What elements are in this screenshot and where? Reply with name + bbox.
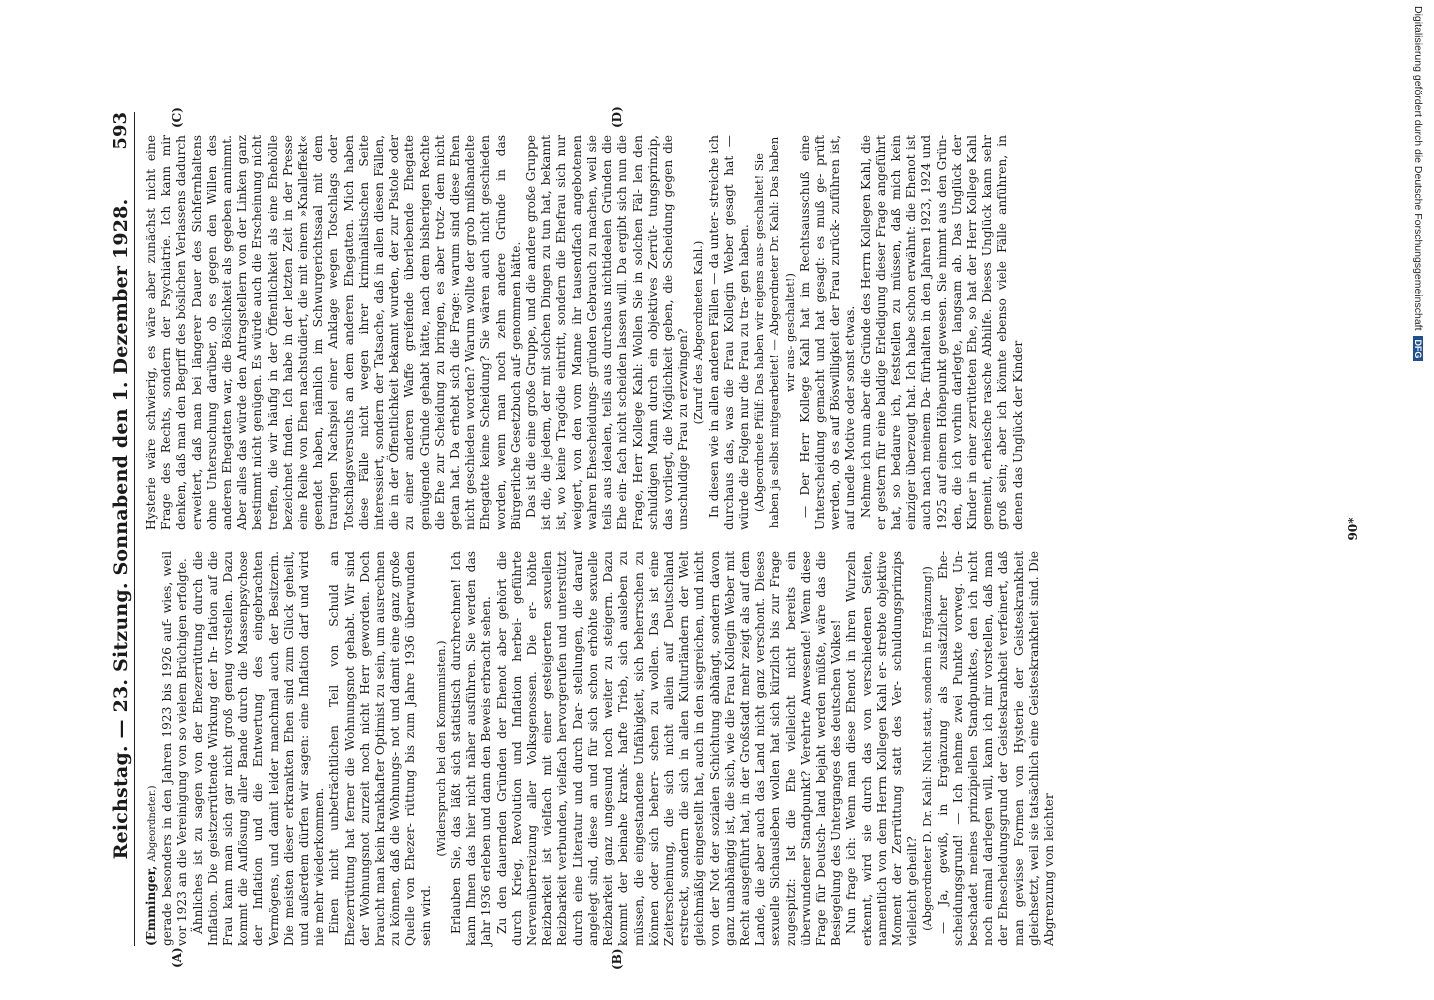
paragraph: Erlauben Sie, das läßt sich statistisch durchrechnen! Ich kann Ihnen das hier nicht näher ausführen. Sie werden das Jahr 1936 erleben und dann den Beweis erbracht sehen. <box>449 551 494 946</box>
page-header <box>110 112 135 946</box>
paragraph: Ähnliches ist zu sagen von der Ehezerrüttung durch die Inflation. Die geistzerrüttende Wirkung der In- flation auf die Frau kann man sich gar nicht groß genug vorstellen. Dazu kommt die Auflösung aller Bande durch die Massenpsychose der Inflation und die Entwertung des eingebrachten Vermögens, und damit leider manchmal auch der Besitzerin. Die meisten dieser erkrankten Ehen sind zum Glück geheilt, und außerdem dürfen wir sagen: eine Inflation darf und wird nie mehr wiederkommen. <box>190 551 327 946</box>
paragraph: gerade besonders in den Jahren 1923 bis 1926 auf- wies, weil vor 1923 an die Vereinigung von so vielem Brüchigen erfolgte. <box>160 551 190 946</box>
page-number: 593 <box>110 112 131 150</box>
margin-marker-c: (C) <box>170 107 184 128</box>
signature-mark: 90* <box>1346 517 1360 541</box>
margin-marker-a: (A) <box>170 947 184 968</box>
header-title: Reichstag. — 23. Sitzung. Sonnabend den 1. Dezember 1928. <box>110 198 132 860</box>
margin-marker-d: (D) <box>610 106 624 128</box>
paragraph: In diesen wie in allen anderen Fällen — da unter- streiche ich durchaus das, was die Frau Kollegin Weber gesagt hat — würde die Folgen nur die Frau zu tra- gen haben. <box>706 135 751 530</box>
right-column <box>144 135 1026 530</box>
paragraph: — Ja, gewiß, in Ergänzung als zusätzlicher Ehe- scheidungsgrund! — Ich nehme zwei Punkte vorweg. Un- beschadet meines prinzipiellen Standpunktes, den ich nicht noch einmal darlegen will, kann ich mir vorstellen, daß man der Ehescheidungsgrund der Geisteskrankheit verfeinert, daß man gewisse Formen von Hysterie der Geisteskrankheit gleichsetzt, weil sie tatsächlich eine Geisteskrankheit sind. Die Abgrenzung von leichter <box>935 551 1056 946</box>
paragraph: Das ist die eine große Gruppe, und die andere große Gruppe ist die, die jedem, der mit solchen Dingen zu tun hat, bekannt ist, wo keine Tragödie eintritt, sondern die Ehefrau sich nur weigert, von den vom Manne ihr tausendfach angebotenen wahren Ehescheidungs- gründen Gebrauch zu machen, weil sie teils aus idealen, teils aus durchaus nichtidealen Gründen die Ehe ein- fach nicht scheiden lassen will. Da ergibt sich nun die Frage, Herr Kollege Kahl: Wollen Sie in solchen Fäl- len den schuldigen Mann durch ein objektives Zerrüt- tungsprinzip, das vorliegt, die Möglichkeit geben, die Scheidung gegen die unschuldige Frau zu erzwingen? <box>524 135 691 530</box>
dfg-logo: DFG <box>1413 336 1423 361</box>
paragraph: Hysterie wäre schwierig, es wäre aber zunächst nicht eine Frage des Rechts, sondern der Psychiatrie. Ich kann mir denken, daß man den Begriff des böslichen Verlassens dadurch erweitert, daß man bei längerer Dauer des Sichfernhaltens ohne Untersuchung darüber, ob es gegen den Willen des anderen Ehegatten war, die Böslichkeit als gegeben annimmt. Aber alles das würde den Antragstellern von der Linken ganz bestimmt nicht genügen. Es würde auch die Erscheinung nicht treffen, die wir häufig in der Öffentlichkeit als eine Ehehölle bezeichnet finden. Ich habe in der letzten Zeit in der Presse eine Reihe von Ehen nachstudiert, die mit einem »Knalleffekt« geendet haben, nämlich im Schwurgerichtssaal mit dem traurigen Nachspiel einer Anklage wegen Totschlags oder Totschlagsversuchs an dem anderen Ehegatten. Mich haben diese Fälle nicht wegen ihrer kriminalistischen Seite interessiert, sondern der Tatsache, daß in allen diesen Fällen, die in der Öffentlichkeit bekannt wurden, der zur Pistole oder zu einer anderen Waffe greifende überlebende Ehegatte genügende Gründe gehabt hätte, nach dem bisherigen Rechte die Ehe zur Scheidung zu bringen, es aber trotz- dem nicht getan hat. Da erhebt sich die Frage: warum sind diese Ehen nicht geschieden worden? Warum wollte der grob mißhandelte Ehegatte keine Scheidung? Sie wären auch nicht geschieden worden, wenn man noch zehn andere Gründe in das Bürgerliche Gesetzbuch auf- genommen hätte. <box>144 135 523 530</box>
digitization-credit <box>1412 6 1424 361</box>
speaker-line <box>144 551 160 946</box>
paragraph: Nehme ich nun aber die Gründe des Herrn Kollegen Kahl, die er gestern für eine baldige Erledigung dieser Frage angeführt hat, so bedaure ich, feststellen zu müssen, daß mich kein einziger überzeugt hat. Ich habe schon erwähnt: die Ehenot ist auch nach meinem Da- fürhalten in den Jahren 1923, 1924 und 1925 auf einem Höhepunkt gewesen. Sie nimmt aus den Grün- den, die ich vorhin darlegte, langsam ab. Das Unglück der Kinder in einer zerrütteten Ehe, so hat der Herr Kollege Kahl gemeint, erheische rasche Abhilfe. Dieses Unglück kann sehr groß sein; aber ich könnte ebenso viele Fälle anführen, in denen das Unglück der Kinder <box>858 135 1025 530</box>
speaker-note: Abgeordneter.) <box>147 785 158 862</box>
paragraph: Einen nicht unbeträchtlichen Teil von Schuld an Ehezerrüttung hat ferner die Wohnungsnot gehabt. Wir sind der Wohnungsnot zurzeit noch nicht Herr geworden. Doch braucht man kein krankhafter Optimist zu sein, um ausrechnen zu können, daß die Wohnungs- not und damit eine ganz große Quelle von Ehezer- rüttung bis zum Jahre 1936 überwunden sein wird. <box>327 551 433 946</box>
rotated-page <box>110 106 1360 970</box>
left-column <box>144 551 1057 946</box>
speaker-name: (Emminger, <box>144 865 158 946</box>
interjection: (Abgeordnete Pfülf: Das haben wir eigens aus- geschaltet! Sie haben ja selbst mitgearbeitet! — Abgeordneter Dr. Kahl: Das haben wir aus- geschaltet!) <box>752 136 797 529</box>
paragraph: Zu den dauernden Gründen der Ehenot aber gehört die durch Krieg, Revolution und Inflation herbei- geführte Nervenüberreizung aller Volksgenossen. Die er- höhte Reizbarkeit ist vielfach mit einer gesteigerten sexuellen Reizbarkeit verbunden, vielfach hervorgerufen und unterstützt durch eine Literatur und durch Dar- stellungen, die darauf angelegt sind, diese an und für sich schon erhöhte sexuelle Reizbarkeit ganz ungesund noch weiter zu steigern. Dazu kommt der beinahe krank- hafte Trieb, sich ausleben zu müssen, die eingestandene Unfähigkeit, sich beherrschen zu können oder sich beherr- schen zu wollen. Das ist eine Zeiterscheinung, die sich nicht allein auf Deutschland erstreckt, sondern die sich in allen Kulturländern der Welt gleichmäßig eingestellt hat, auch in den siegreichen, und nicht von der Not der sozialen Schichtung abhängt, sondern davon ganz unabhängig ist, die sich, wie die Frau Kollegin Weber mit Recht ausgeführt hat, in der Großstadt mehr zeigt als auf dem Lande, die aber auch das Land nicht ganz verschont. Dieses sexuelle Sichausleben wollen hat sich kürzlich bis zur Frage zugespitzt: Ist die Ehe vielleicht nicht bereits ein überwundener Standpunkt? Verehrte Anwesende! Wenn diese Frage für Deutsch- land bejaht werden müßte, wäre das die Besiegelung des Unterganges des deutschen Volkes! <box>494 551 844 946</box>
interjection: (Abgeordneter D. Dr. Kahl: Nicht statt, sondern in Ergänzung!) <box>920 566 935 931</box>
paragraph: Nun frage ich: Wenn man diese Ehenot in ihren Wurzeln erkennt, wird sie durch das von verschiedenen Seiten, namentlich von dem Herrn Kollegen Kahl er- strebte objektive Moment der Zerrüttung statt des Ver- schuldungsprinzips vielleicht geheilt? <box>844 551 920 946</box>
interjection: (Zuruf des Abgeordneten Kahl.) <box>691 240 706 425</box>
interjection: (Widerspruch bei den Kommunisten.) <box>433 640 448 857</box>
paragraph: — Der Herr Kollege Kahl hat im Rechtsausschuß eine Unterscheidung gemacht und hat gesagt: es muß ge- prüft werden, ob es auf Böswilligkeit der Frau zurück- zuführen ist, auf unedle Motive oder sonst etwas. <box>797 135 858 530</box>
margin-marker-b: (B) <box>610 948 624 970</box>
credit-text: Digitalisierung gefördert durch die Deutsche Forschungsgemeinschaft <box>1412 6 1424 331</box>
